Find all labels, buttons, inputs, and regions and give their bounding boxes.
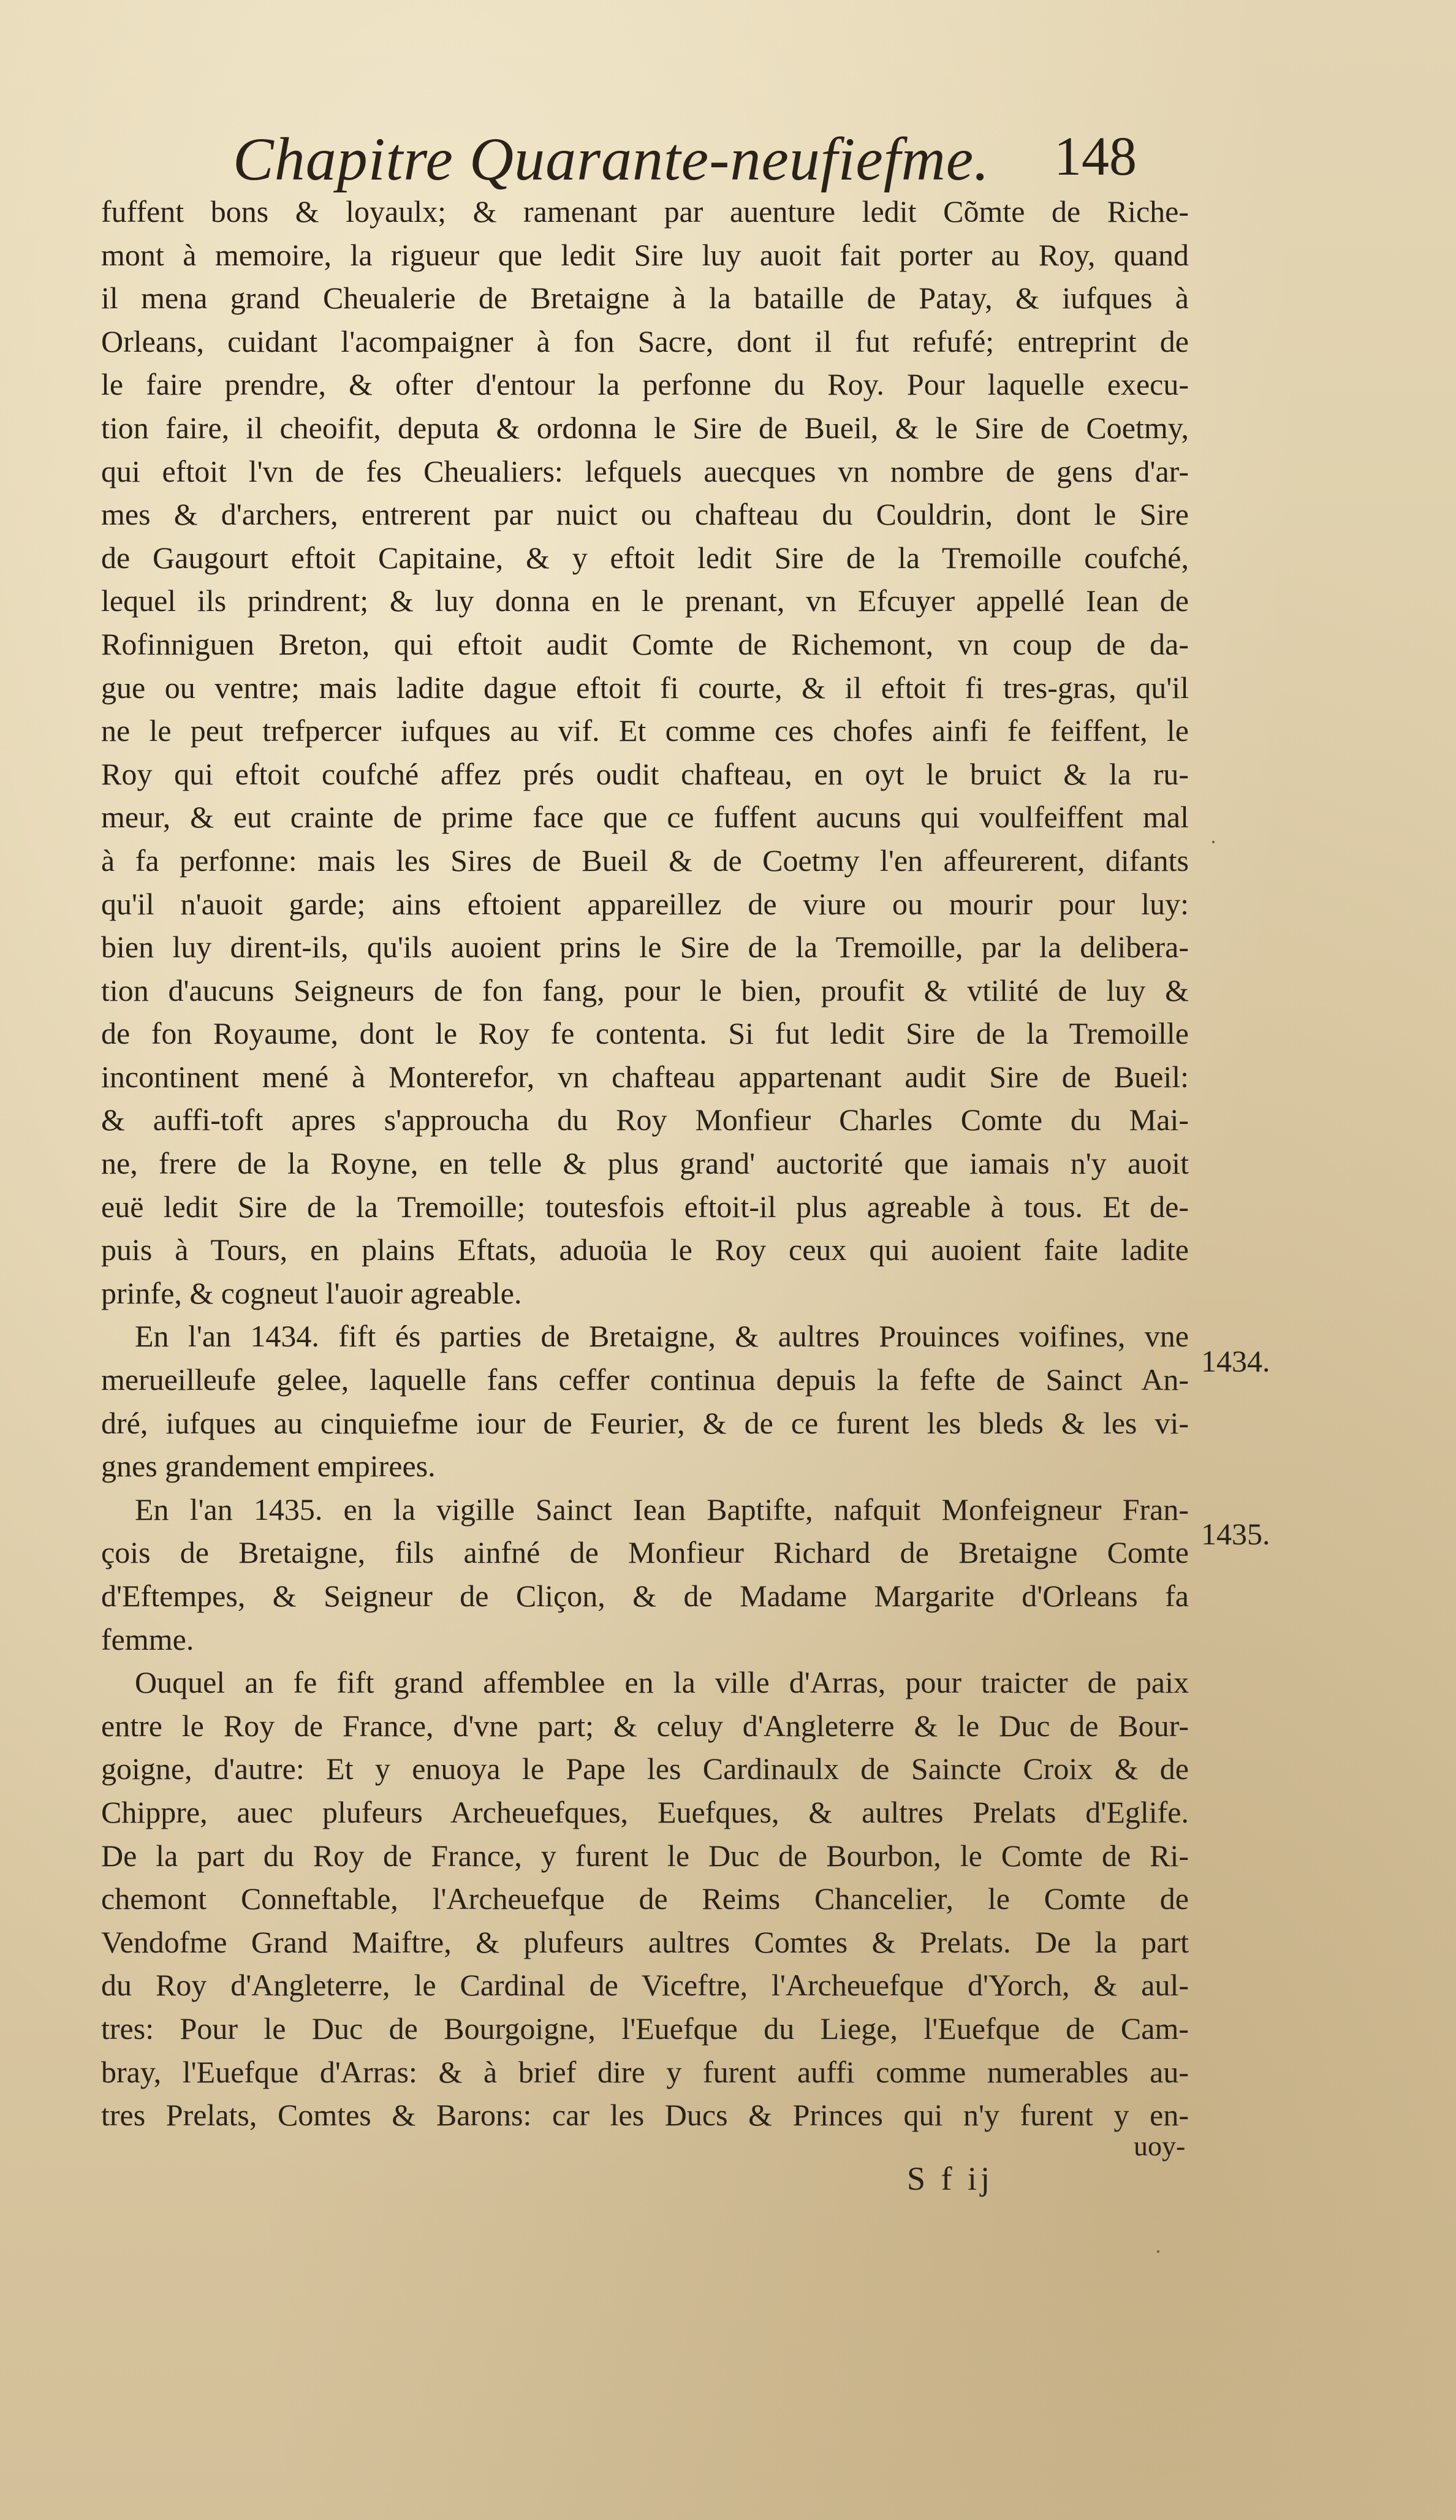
- text-line: de fon Royaume, dont le Roy fe contenta. Si fut ledit Sire de la Tremoille: [101, 1016, 1189, 1051]
- text-line: il mena grand Cheualerie de Bretaigne à la bataille de Patay, & iufques à: [101, 281, 1189, 316]
- margin-note-year: 1434.: [1201, 1344, 1270, 1378]
- text-line: Rofinniguen Breton, qui eftoit audit Comte de Richemont, vn coup de da-: [101, 626, 1189, 661]
- text-line: euë ledit Sire de la Tremoille; toutesfois eftoit-il plus agreable à tous. Et de-: [101, 1189, 1189, 1224]
- text-line: En l'an 1435. en la vigille Sainct Iean Baptifte, nafquit Monfeigneur Fran-: [135, 1492, 1189, 1527]
- text-line: ne le peut trefpercer iufques au vif. Et comme ces chofes ainfi fe feiffent, le: [101, 713, 1189, 748]
- text-line: Chippre, auec plufeurs Archeuefques, Euefques, & aultres Prelats d'Eglife.: [101, 1794, 1189, 1829]
- text-line: mes & d'archers, entrerent par nuict ou chafteau du Couldrin, dont le Sire: [101, 497, 1189, 532]
- catchword: uoy-: [1134, 2130, 1186, 2161]
- page-header: [233, 123, 1189, 196]
- text-line: merueilleufe gelee, laquelle fans ceffer continua depuis la fefte de Sainct An-: [101, 1362, 1189, 1397]
- text-line: entre le Roy de France, d'vne part; & celuy d'Angleterre & le Duc de Bour-: [101, 1708, 1189, 1743]
- text-line: Ouquel an fe fift grand affemblee en la ville d'Arras, pour traicter de paix: [135, 1665, 1189, 1700]
- text-line: à fa perfonne: mais les Sires de Bueil & de Coetmy l'en affeurerent, difants: [101, 843, 1189, 878]
- text-line: & auffi-toft apres s'approucha du Roy Monfieur Charles Comte du Mai-: [101, 1102, 1189, 1137]
- ink-speck: [1212, 841, 1215, 843]
- text-line: du Roy d'Angleterre, le Cardinal de Viceftre, l'Archeuefque d'Yorch, & aul-: [101, 1968, 1189, 2003]
- text-line: En l'an 1434. fift és parties de Bretaigne, & aultres Prouinces voifines, vne: [135, 1319, 1189, 1354]
- text-line: bien luy dirent-ils, qu'ils auoient prins le Sire de la Tremoille, par la delibera-: [101, 930, 1189, 965]
- text-line: qui eftoit l'vn de fes Cheualiers: lefquels auecques vn nombre de gens d'ar-: [101, 454, 1189, 488]
- text-line: de Gaugourt eftoit Capitaine, & y eftoit ledit Sire de la Tremoille coufché,: [101, 540, 1189, 575]
- ink-speck: [1157, 2250, 1159, 2253]
- text-line: lequel ils prindrent; & luy donna en le prenant, vn Efcuyer appellé Iean de: [101, 583, 1189, 618]
- text-line: fuffent bons & loyaulx; & ramenant par auenture ledit Cõmte de Riche-: [101, 194, 1189, 229]
- text-line: gnes grandement empirees.: [101, 1449, 436, 1484]
- text-line: gue ou ventre; mais ladite dague eftoit fi courte, & il eftoit fi tres-gras, qu'il: [101, 670, 1189, 705]
- text-line: goigne, d'autre: Et y enuoya le Pape les Cardinaulx de Saincte Croix & de: [101, 1751, 1189, 1786]
- text-line: dré, iufques au cinquiefme iour de Feurier, & de ce furent les bleds & les vi-: [101, 1405, 1189, 1440]
- text-line: tion d'aucuns Seigneurs de fon fang, pour le bien, proufit & vtilité de luy &: [101, 973, 1189, 1008]
- text-line: femme.: [101, 1622, 194, 1657]
- margin-note-year: 1435.: [1201, 1517, 1270, 1551]
- text-line: tion faire, il cheoifit, deputa & ordonna le Sire de Bueil, & le Sire de Coetmy,: [101, 410, 1189, 445]
- text-line: Orleans, cuidant l'acompaigner à fon Sacre, dont il fut refufé; entreprint de: [101, 324, 1189, 359]
- text-line: prinfe, & cogneut l'auoir agreable.: [101, 1275, 522, 1310]
- text-line: puis à Tours, en plains Eftats, aduoüa le Roy ceux qui auoient faite ladite: [101, 1232, 1189, 1267]
- text-line: tres Prelats, Comtes & Barons: car les Ducs & Princes qui n'y furent y en-: [101, 2098, 1189, 2133]
- text-line: d'Eftempes, & Seigneur de Cliçon, & de Madame Margarite d'Orleans fa: [101, 1579, 1189, 1613]
- text-line: bray, l'Euefque d'Arras: & à brief dire y furent auffi comme numerables au-: [101, 2054, 1189, 2089]
- text-line: meur, & eut crainte de prime face que ce fuffent aucuns qui voulfeiffent mal: [101, 800, 1189, 835]
- text-line: Roy qui eftoit coufché affez prés oudit chafteau, en oyt le bruict & la ru-: [101, 756, 1189, 791]
- running-title: Chapitre Quarante-neufiefme.: [233, 125, 990, 193]
- text-line: Vendofme Grand Maiftre, & plufeurs aultres Comtes & Prelats. De la part: [101, 1924, 1189, 1959]
- text-line: mont à memoire, la rigueur que ledit Sire luy auoit fait porter au Roy, quand: [101, 237, 1189, 272]
- text-line: incontinent mené à Monterefor, vn chafteau appartenant audit Sire de Bueil:: [101, 1059, 1189, 1094]
- text-line: qu'il n'auoit garde; ains eftoient appareillez de viure ou mourir pour luy:: [101, 886, 1189, 921]
- text-line: çois de Bretaigne, fils ainfné de Monfieur Richard de Bretaigne Comte: [101, 1535, 1189, 1570]
- body-text: [101, 190, 1189, 2137]
- page-number: 148: [1054, 126, 1137, 187]
- text-line: chemont Conneftable, l'Archeuefque de Reims Chancelier, le Comte de: [101, 1881, 1189, 1916]
- text-line: ne, frere de la Royne, en telle & plus grand' auctorité que iamais n'y auoit: [101, 1146, 1189, 1181]
- signature-mark: S f ij: [907, 2160, 994, 2197]
- text-line: le faire prendre, & ofter d'entour la perfonne du Roy. Pour laquelle execu-: [101, 367, 1189, 402]
- text-line: De la part du Roy de France, y furent le Duc de Bourbon, le Comte de Ri-: [101, 1838, 1189, 1873]
- text-line: tres: Pour le Duc de Bourgoigne, l'Euefque du Liege, l'Euefque de Cam-: [101, 2011, 1189, 2046]
